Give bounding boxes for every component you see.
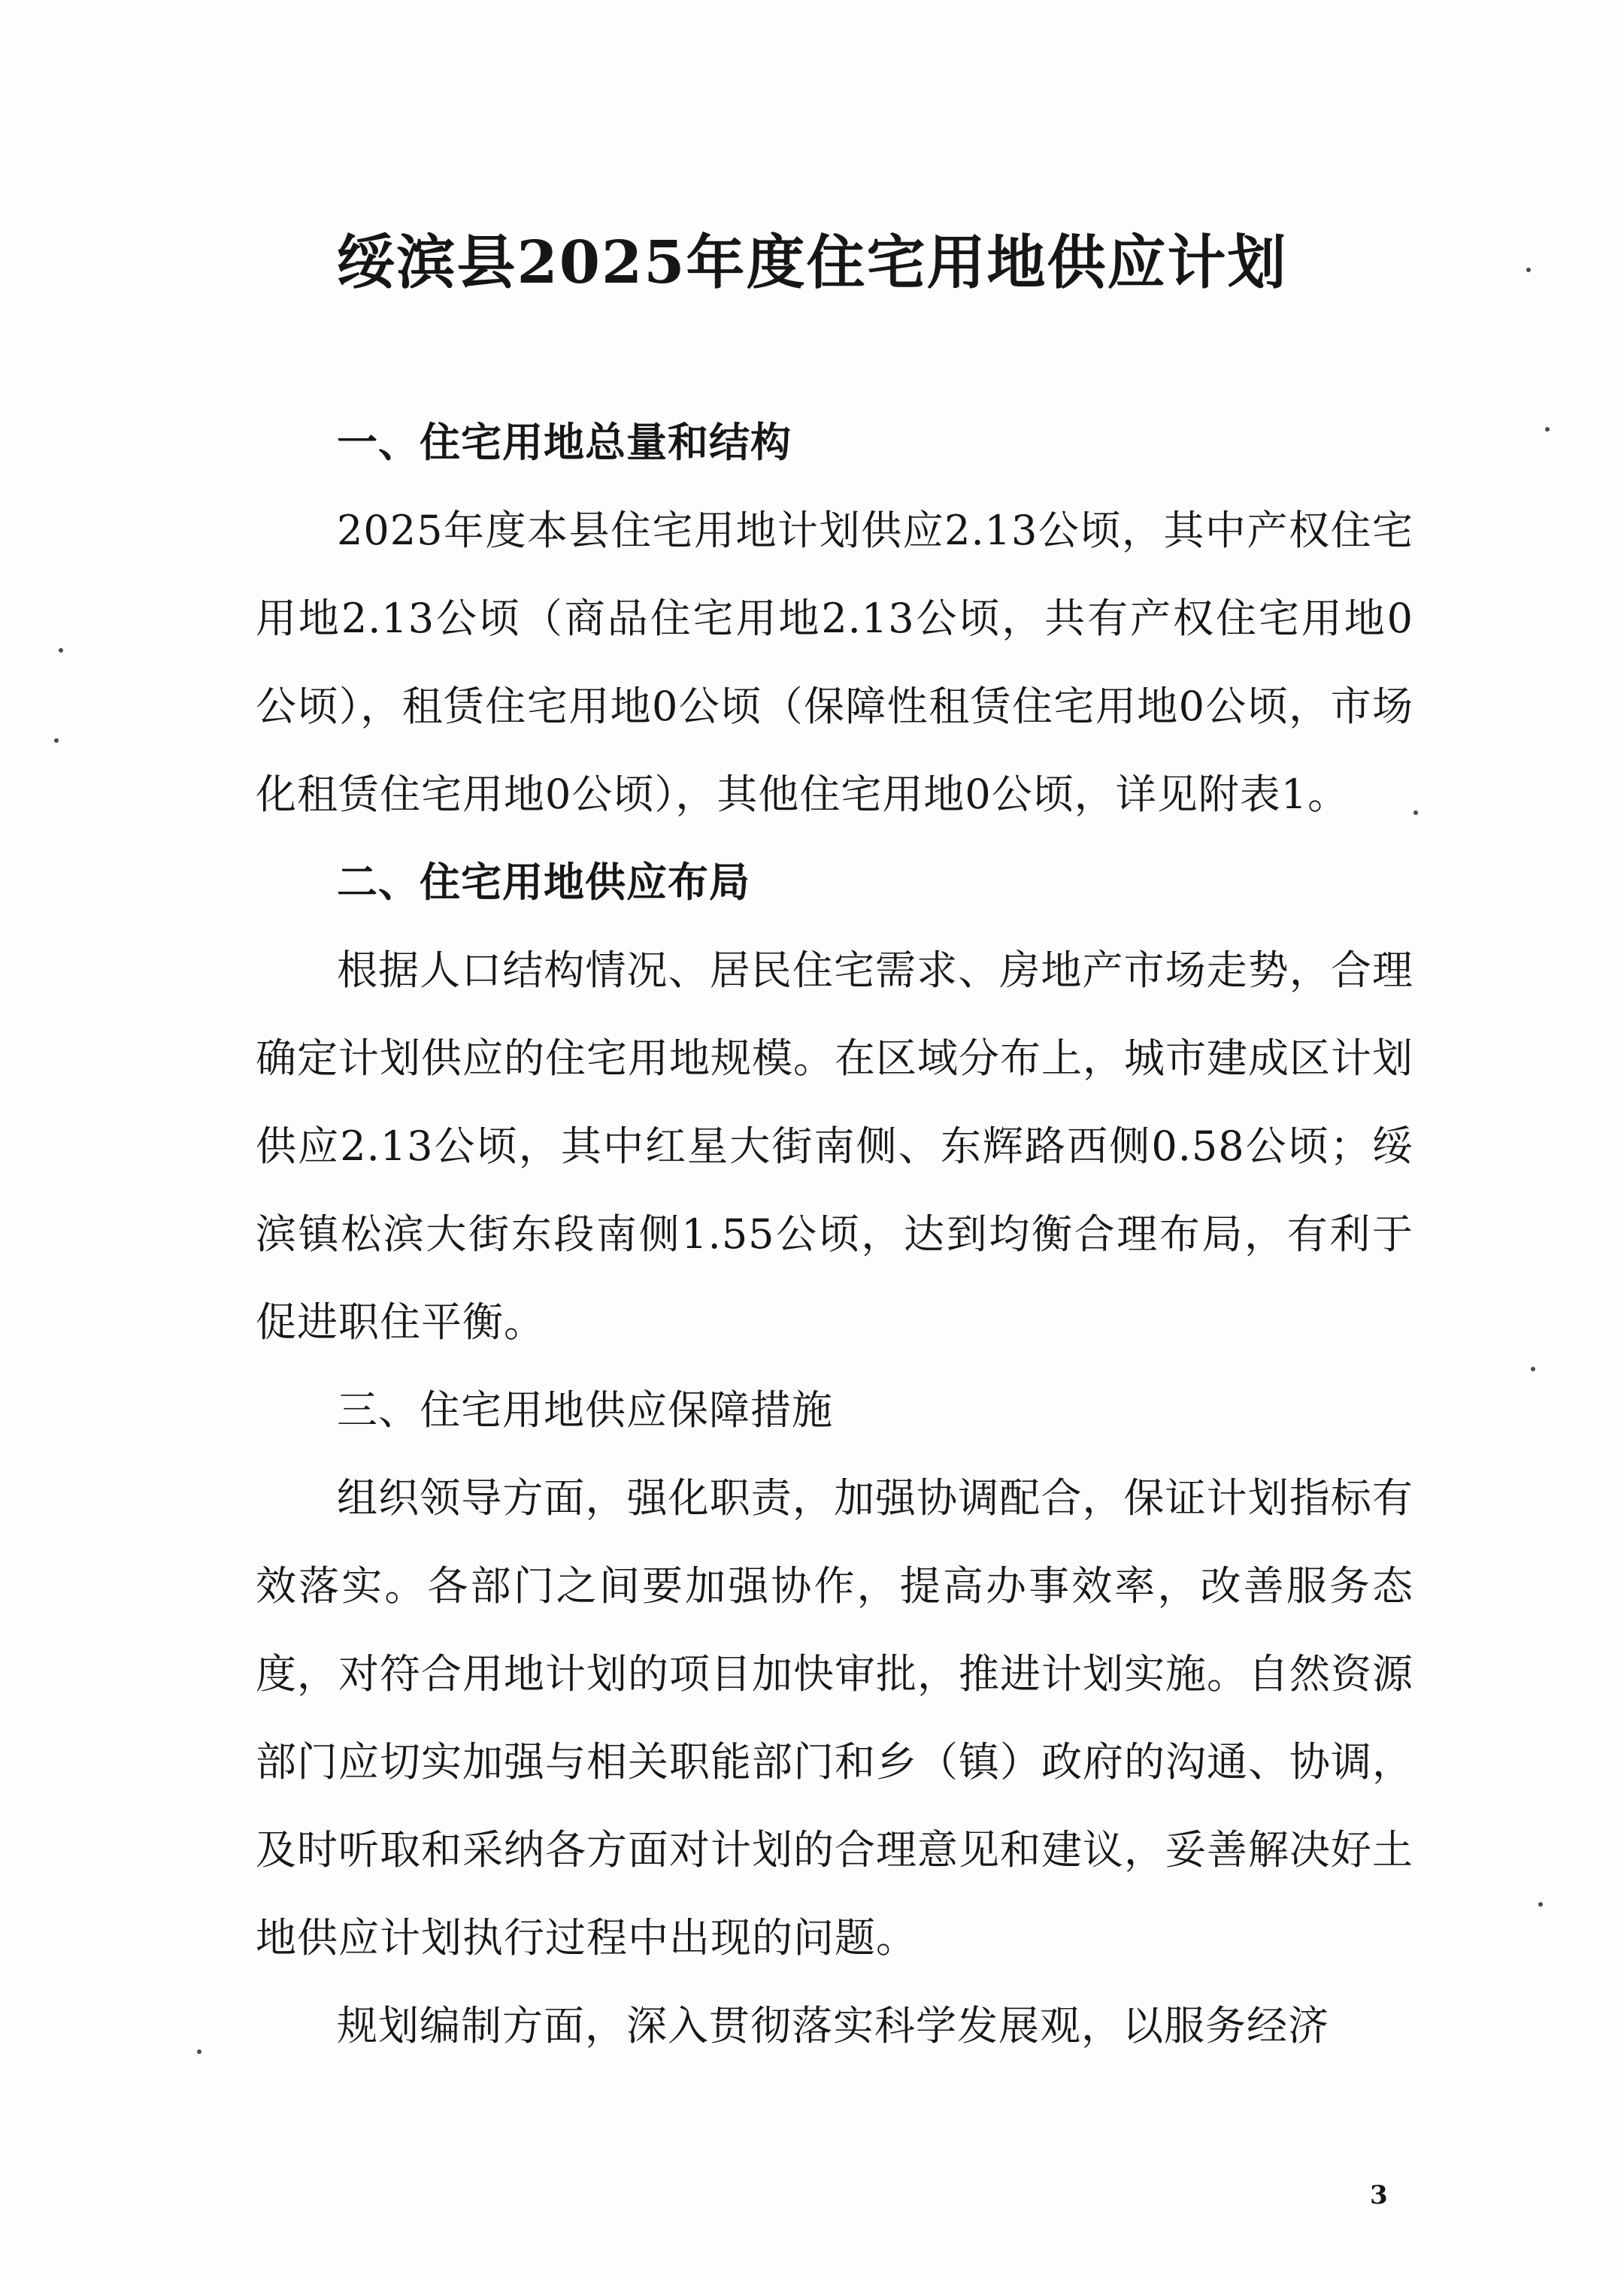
scan-speck <box>59 648 63 653</box>
section-3-paragraph-1: 组织领导方面，强化职责，加强协调配合，保证计划指标有效落实。各部门之间要加强协作，提高办事效率，改善服务态度，对符合用地计划的项目加快审批，推进计划实施。自然资源部门应切实加强与相关职能部门和乡（镇）政府的沟通、协调，及时听取和采纳各方面对计划的合理意见和建议，妥善解决好土地供应计划执行过程中出现的问题。 <box>256 1474 1413 1961</box>
section-2-paragraph: 根据人口结构情况、居民住宅需求、房地产市场走势，合理确定计划供应的住宅用地规模。在区域分布上，城市建成区计划供应2.13公顷，其中红星大街南侧、东辉路西侧0.58公顷；绥滨镇松滨大街东段南侧1.55公顷，达到均衡合理布局，有利于促进职住平衡。 <box>256 947 1413 1346</box>
scan-speck <box>1531 1367 1535 1371</box>
document-body <box>256 398 1413 2070</box>
section-1-paragraph: 2025年度本县住宅用地计划供应2.13公顷，其中产权住宅用地2.13公顷（商品住宅用地2.13公顷，共有产权住宅用地0公顷），租赁住宅用地0公顷（保障性租赁住宅用地0公顷，市场化租赁住宅用地0公顷），其他住宅用地0公顷，详见附表1。 <box>256 507 1413 818</box>
section-2-heading: 二、住宅用地供应布局 <box>337 858 750 906</box>
scan-speck <box>1413 810 1418 815</box>
section-3-heading: 三、住宅用地供应保障措施 <box>337 1386 833 1434</box>
scan-speck <box>54 738 59 743</box>
document-title: 绥滨县2025年度住宅用地供应计划 <box>336 229 1288 297</box>
section-1-heading: 一、住宅用地总量和结构 <box>337 418 792 466</box>
section-3-paragraph-2: 规划编制方面，深入贯彻落实科学发展观，以服务经济 <box>337 2002 1329 2049</box>
scan-speck <box>1538 1902 1543 1907</box>
scan-speck <box>1545 427 1550 432</box>
scan-speck <box>197 2049 201 2054</box>
scan-speck <box>1526 268 1531 272</box>
page-number: 3 <box>1370 2180 1388 2210</box>
